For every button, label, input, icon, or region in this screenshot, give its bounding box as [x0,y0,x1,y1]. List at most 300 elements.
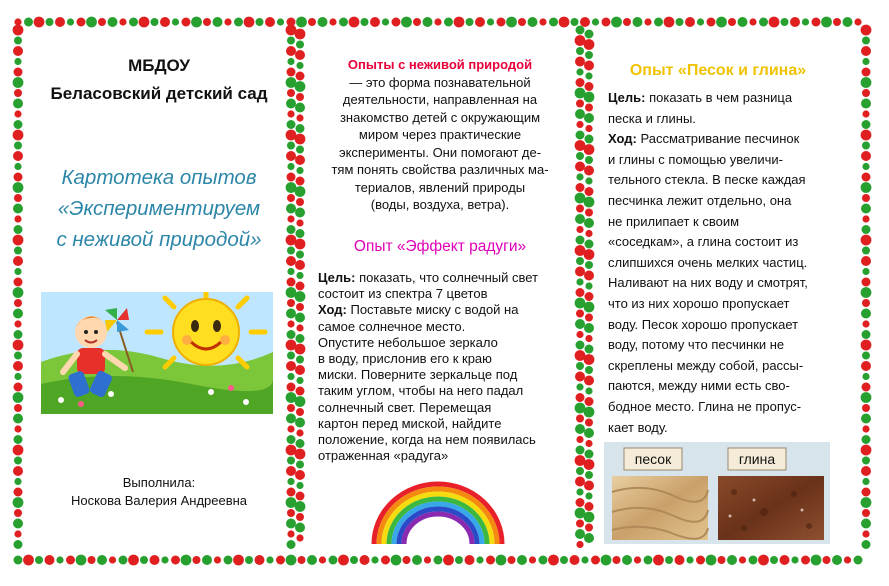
border-dot [295,103,305,113]
border-dot [576,121,583,128]
border-dot [424,556,431,563]
border-dot [401,17,412,28]
border-dot [13,130,24,141]
border-dot [581,556,588,563]
border-dot [24,18,33,27]
border-dot [296,334,305,343]
border-dot [465,555,475,565]
border-dot [862,383,871,392]
border-dot [707,18,716,27]
border-dot [255,555,265,565]
border-dot [287,68,296,77]
border-dot [276,556,285,565]
border-dot [423,17,433,27]
border-dot [86,17,97,28]
course-line: не прилипает к своим [608,213,740,229]
border-dot [413,18,421,26]
border-dot [585,230,592,237]
border-dot [685,17,695,27]
boy-and-sun-illustration [41,292,273,414]
border-dot [854,556,863,565]
border-dot [287,225,296,234]
border-dot [403,556,411,564]
border-dot [295,523,305,533]
border-dot [576,310,584,318]
border-dot [861,204,871,214]
border-dot [585,440,592,447]
border-dot [801,556,810,565]
border-dot [518,18,526,26]
border-dot [576,257,584,265]
border-dot [286,555,297,566]
sand-clay-experiment-heading: Опыт «Песок и глина» [629,62,807,79]
border-dot [160,17,170,27]
border-dot [862,37,870,45]
border-dot [585,240,594,249]
border-dot [602,18,611,27]
border-dot [14,215,21,222]
border-dot [296,492,305,501]
border-dot [781,18,789,26]
border-dot [139,17,150,28]
border-dot [576,520,584,528]
border-dot [584,407,595,418]
border-dot [14,330,23,339]
border-dot [862,68,871,77]
border-dot [654,18,663,27]
border-dot [67,18,74,25]
border-dot [287,268,294,275]
border-dot [862,110,869,117]
border-dot [749,556,758,565]
border-dot [584,302,595,313]
border-dot [13,287,24,298]
course-label: Ход: [318,302,347,318]
border-dot [298,556,306,564]
kindergarten-name: Беласовский детский сад [50,84,268,103]
border-dot [539,556,548,565]
border-dot [576,446,585,455]
border-dot [862,120,871,129]
border-dot [790,17,800,27]
border-dot [862,530,869,537]
border-dot [286,204,296,214]
rainbow-experiment-text [318,270,568,464]
border-dot [570,555,580,565]
border-dot [575,162,585,172]
border-dot [98,18,106,26]
border-dot [861,466,871,476]
border-dot [13,392,24,403]
border-dot [576,183,585,192]
intro-paragraph [308,56,572,214]
border-dot [862,425,869,432]
border-dot [14,18,21,25]
border-dot [14,268,21,275]
border-dot [14,120,23,129]
border-dot [14,478,21,485]
goal-line [608,88,838,109]
border-dot [644,556,653,565]
border-dot [454,17,465,28]
border-dot [443,555,454,566]
border-dot [862,404,870,412]
course-text: Рассматривание песчинок [636,131,800,147]
border-dot [812,18,821,27]
goal-text: показать в чем разница [645,90,793,105]
border-dot [843,17,853,27]
intro-title: Опыты с неживой природой [347,57,533,72]
border-dot [287,320,294,327]
border-dot [286,519,296,529]
border-dot [295,50,305,60]
border-dot [14,163,21,170]
border-dot [861,445,872,456]
border-dot [172,18,179,25]
border-dot [585,282,592,289]
border-dot [585,209,593,217]
border-dot [13,151,23,161]
border-dot [287,110,294,117]
border-dot [287,530,294,537]
border-dot [244,17,255,28]
border-dot [584,533,594,543]
border-dot [14,457,22,465]
border-dot [584,376,594,386]
border-dot [549,18,558,27]
intro-line: знакомство детей с окружающим [339,109,541,125]
rainbow-illustration [368,480,508,544]
course-line: Наливают на них воду и смотрят, [608,275,808,291]
intro-line: деятельности, направленная на [342,92,538,107]
border-dot [14,556,23,565]
course-line: что из них хорошо пропускает [608,295,790,311]
intro-line: эксперименты. Они помогают де- [338,144,542,160]
border-dot [287,488,296,497]
border-dot [696,556,705,565]
border-dot [319,556,326,563]
border-dot [862,435,871,444]
border-dot [486,556,495,565]
border-dot [286,151,296,161]
border-dot [676,18,684,26]
border-dot [295,449,306,460]
border-dot [862,163,869,170]
border-dot [862,488,871,497]
border-dot [727,555,737,565]
border-dot [13,77,24,88]
border-dot [14,110,21,117]
border-dot [585,125,592,132]
border-dot [585,471,593,479]
border-dot [576,236,585,245]
border-dot [266,556,273,563]
border-dot [791,556,798,563]
course-line: миски. Поверните зеркальце под [318,367,518,383]
border-dot [224,556,233,565]
border-dot [14,509,22,517]
border-dot [861,392,872,403]
border-dot [14,194,22,202]
border-dot [576,78,585,87]
course-line: самое солнечное место. [318,318,466,334]
right-panel [598,34,838,550]
border-dot [350,556,358,564]
intro-line: тям понять свойства различных ма- [331,162,549,177]
border-dot [861,46,871,56]
border-dot [770,556,778,564]
border-dot [862,173,871,182]
border-dot [759,18,768,27]
border-dot [14,383,23,392]
border-dot [46,18,54,26]
border-dot [287,194,295,202]
author-label: Выполнила: [122,475,196,490]
border-dot [287,120,296,129]
border-dot [575,424,585,434]
border-dot [576,288,585,297]
clay-label: глина [738,451,776,467]
border-dot [576,205,584,213]
border-dot [286,99,296,109]
border-dot [287,299,295,307]
border-dot [476,556,483,563]
border-dot [434,18,441,25]
course-line: воду. Песок хорошо пропускает [608,316,799,332]
border-dot [13,204,23,214]
border-dot [381,556,390,565]
border-dot [749,18,756,25]
border-dot [295,365,305,375]
rainbow-experiment-heading: Опыт «Эффект радуги» [353,238,527,255]
border-dot [576,383,583,390]
border-dot [338,555,349,566]
border-dot [286,256,296,266]
border-dot [296,124,305,133]
border-dot [585,419,593,427]
border-dot [171,556,180,565]
border-dot [862,373,869,380]
border-dot [66,556,75,565]
border-dot [686,556,693,563]
border-dot [14,68,23,77]
border-dot [151,18,159,26]
border-dot [193,556,201,564]
border-dot [862,268,869,275]
course-line: воду, потому что песчинки не [608,337,785,353]
border-dot [584,39,595,50]
border-dot [349,17,360,28]
border-dot [718,556,726,564]
border-dot [14,299,22,307]
border-dot [286,414,296,424]
course-line: тельного стекла. В песке каждая [608,172,806,188]
border-dot [13,46,23,56]
border-dot [497,18,506,27]
intro-line: — это форма познавательной [349,74,531,90]
border-dot [296,72,305,81]
border-dot [214,556,221,563]
border-dot [295,29,306,40]
border-dot [584,323,594,333]
border-dot [13,25,24,36]
border-dot [233,555,244,566]
border-dot [295,344,306,355]
border-dot [392,18,401,27]
border-dot [508,556,516,564]
border-dot [664,17,675,28]
border-dot [584,249,595,260]
border-dot [296,177,305,186]
border-dot [23,555,34,566]
border-dot [862,225,871,234]
border-dot [296,41,304,49]
border-dot [150,555,160,565]
border-dot [287,478,294,485]
border-dot [296,167,303,174]
border-dot [56,556,63,563]
border-dot [119,556,128,565]
card-file-title [34,162,284,255]
border-dot [576,331,583,338]
border-dot [475,17,485,27]
border-dot [644,18,651,25]
border-dot [13,414,23,424]
border-dot [585,177,592,184]
border-dot [295,396,306,407]
border-dot [256,18,264,26]
border-dot [728,18,736,26]
intro-line: териалов, явлений природы [354,179,526,195]
border-dot [161,556,168,563]
sand-label: песок [634,451,672,467]
border-dot [575,214,585,224]
course-line: слипшихся очень мелких частиц. [608,254,808,270]
border-dot [585,292,594,301]
border-dot [592,18,599,25]
border-dot [329,556,338,565]
border-dot [296,93,304,101]
border-dot [13,256,23,266]
border-dot [140,556,148,564]
border-dot [295,418,305,428]
border-dot [129,18,138,27]
border-dot [295,186,306,197]
border-dot [14,58,21,65]
border-dot [584,218,594,228]
border-dot [823,556,831,564]
course-line: песчинка лежит отдельно, она [608,192,792,208]
border-dot [559,17,570,28]
border-dot [14,373,21,380]
course-line [608,129,838,150]
border-dot [287,330,296,339]
border-dot [295,501,306,512]
sand-clay-experiment-text [608,88,838,438]
border-dot [339,18,348,27]
border-dot [45,555,55,565]
border-dot [576,498,585,507]
border-dot [528,17,538,27]
border-dot [623,18,631,26]
border-dot [35,556,43,564]
border-dot [844,556,851,563]
border-dot [296,482,303,489]
border-dot [584,61,594,71]
border-dot [576,415,584,423]
border-dot [13,466,23,476]
border-dot [584,197,595,208]
border-dot [821,17,832,28]
border-dot [13,182,24,193]
border-dot [575,372,585,382]
course-line: таким углом, чтобы на него падал [318,383,524,399]
border-dot [675,555,685,565]
border-dot [360,555,370,565]
org-name: МБДОУ [128,56,190,75]
border-dot [862,215,869,222]
border-dot [584,92,595,103]
border-dot [234,18,243,27]
border-dot [287,142,295,150]
border-dot [308,18,316,26]
border-dot [585,387,592,394]
border-dot [77,18,86,27]
border-dot [653,555,664,566]
title-line: «Экспериментируем [57,197,261,220]
border-dot [862,194,870,202]
border-dot [575,57,585,67]
border-dot [14,540,23,549]
border-dot [307,555,317,565]
course-line: картон перед миской, найдите [318,415,502,431]
border-dot [585,82,594,91]
border-dot [119,18,126,25]
border-dot [584,166,594,176]
border-dot [584,144,595,155]
intro-line: миром через практические [358,127,522,142]
border-dot [862,478,869,485]
border-dot [575,477,585,487]
border-dot [14,142,22,150]
goal-line: песка и глины. [608,110,696,126]
border-dot [286,309,296,319]
border-dot [584,459,595,470]
border-dot [780,555,790,565]
border-dot [466,18,474,26]
border-dot [14,225,23,234]
border-dot [13,361,23,371]
border-dot [370,17,380,27]
border-dot [861,309,871,319]
goal-line [318,270,568,286]
border-dot [862,352,870,360]
course-line: положение, когда на нем появилась [318,432,536,448]
border-dot [295,134,306,145]
border-dot [633,17,643,27]
border-dot [576,226,583,233]
border-dot [296,513,304,521]
border-dot [286,46,296,56]
border-dot [802,18,809,25]
border-dot [585,314,593,322]
border-dot [634,556,641,563]
border-dot [286,466,296,476]
border-dot [13,99,23,109]
border-dot [287,247,295,255]
border-dot [55,17,65,27]
border-dot [295,291,306,302]
